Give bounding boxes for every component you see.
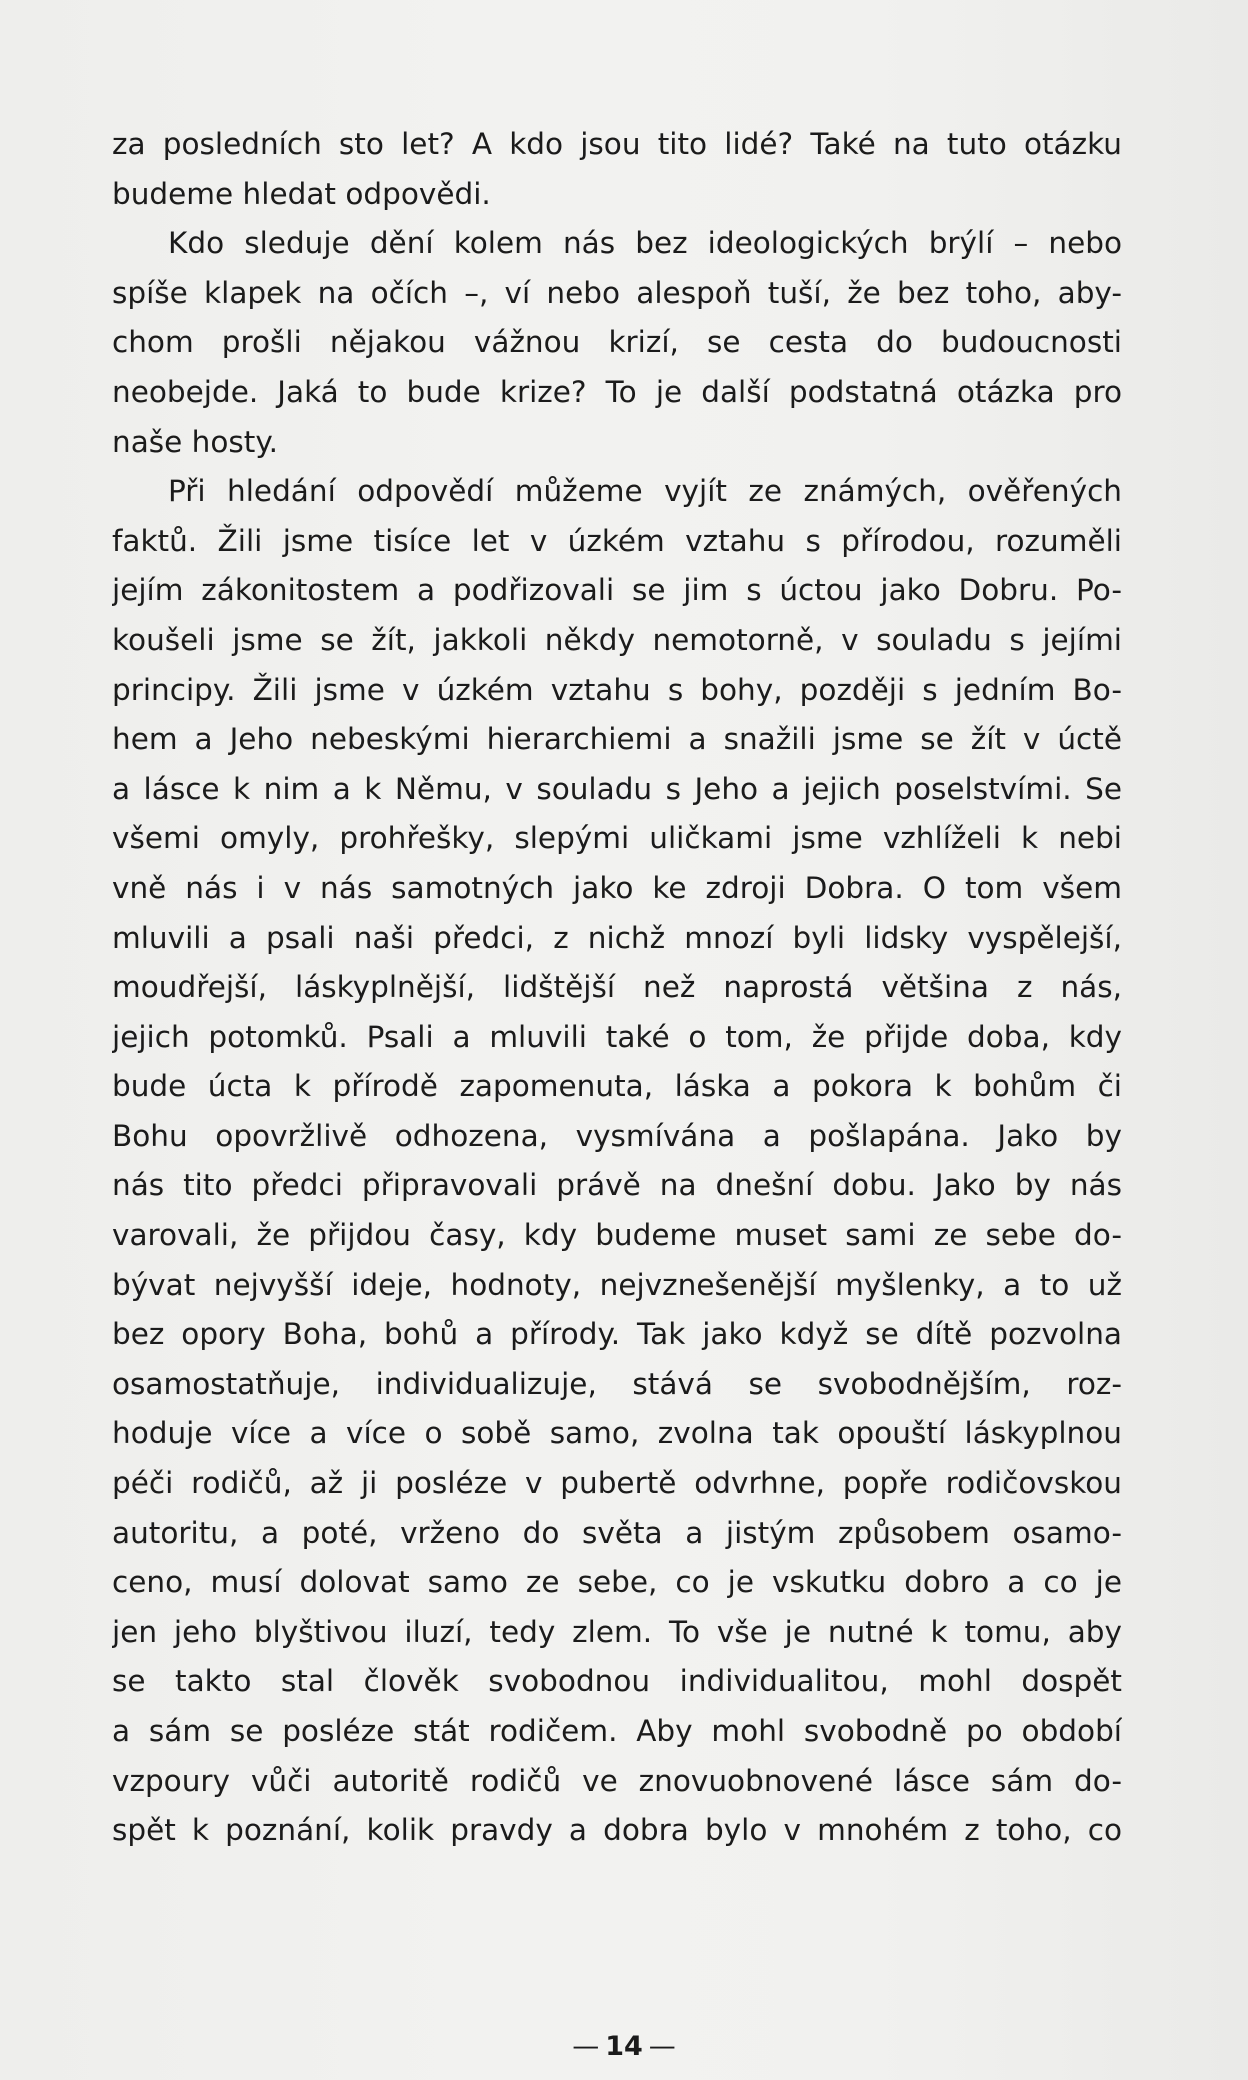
- text-line: se takto stal člověk svobodnou individualitou, mohl dospět: [112, 1664, 1122, 1699]
- text-line: hoduje více a více o sobě samo, zvolna tak opouští láskyplnou: [112, 1416, 1122, 1451]
- text-line: koušeli jsme se žít, jakkoli někdy nemotorně, v souladu s jejími: [112, 622, 1122, 657]
- text-line: vzpoury vůči autoritě rodičů ve znovuobnovené lásce sám do-: [112, 1763, 1122, 1798]
- paragraph-start-line: Při hledání odpovědí můžeme vyjít ze známých, ověřených: [168, 474, 1122, 509]
- text-line: varovali, že přijdou časy, kdy budeme muset sami ze sebe do-: [112, 1218, 1122, 1253]
- text-line: bude úcta k přírodě zapomenuta, láska a pokora k bohům či: [112, 1069, 1122, 1104]
- text-line: neobejde. Jaká to bude krize? To je další podstatná otázka pro: [112, 374, 1122, 409]
- text-line: spět k poznání, kolik pravdy a dobra bylo v mnohém z toho, co: [112, 1813, 1122, 1848]
- text-line: naše hosty.: [112, 424, 278, 459]
- text-line: autoritu, a poté, vrženo do světa a jistým způsobem osamo-: [112, 1515, 1122, 1550]
- text-line: hem a Jeho nebeskými hierarchiemi a snažili jsme se žít v úctě: [112, 722, 1122, 757]
- folio-dash-left: —: [572, 2031, 600, 2062]
- text-line: jejich potomků. Psali a mluvili také o tom, že přijde doba, kdy: [112, 1019, 1122, 1054]
- text-line: mluvili a psali naši předci, z nichž mnozí byli lidsky vyspělejší,: [112, 920, 1122, 955]
- paragraph-start-line: Kdo sleduje dění kolem nás bez ideologických brýlí – nebo: [168, 226, 1122, 261]
- text-line: ceno, musí dolovat samo ze sebe, co je vskutku dobro a co je: [112, 1565, 1122, 1600]
- text-line: a lásce k nim a k Němu, v souladu s Jeho a jejich poselstvími. Se: [112, 771, 1122, 806]
- folio-dash-right: —: [648, 2031, 676, 2062]
- text-line: chom prošli nějakou vážnou krizí, se cesta do budoucnosti: [112, 325, 1122, 360]
- text-line: budeme hledat odpovědi.: [112, 176, 491, 211]
- text-line: jejím zákonitostem a podřizovali se jim s úctou jako Dobru. Po-: [112, 573, 1122, 608]
- text-line: za posledních sto let? A kdo jsou tito lidé? Také na tuto otázku: [112, 127, 1122, 161]
- text-line: bývat nejvyšší ideje, hodnoty, nejvznešenější myšlenky, a to už: [112, 1267, 1122, 1302]
- text-line: vně nás i v nás samotných jako ke zdroji Dobra. O tom všem: [112, 870, 1122, 905]
- text-line: faktů. Žili jsme tisíce let v úzkém vztahu s přírodou, rozuměli: [112, 523, 1122, 558]
- text-line: péči rodičů, až ji posléze v pubertě odvrhne, popře rodičovskou: [112, 1466, 1122, 1501]
- text-line: osamostatňuje, individualizuje, stává se svobodnějším, roz-: [112, 1366, 1122, 1401]
- body-text: [112, 120, 1122, 1856]
- text-line: a sám se posléze stát rodičem. Aby mohl svobodně po období: [112, 1714, 1122, 1748]
- text-line: bez opory Boha, bohů a přírody. Tak jako když se dítě pozvolna: [112, 1317, 1122, 1352]
- text-line: Bohu opovržlivě odhozena, vysmívána a pošlapána. Jako by: [112, 1118, 1122, 1153]
- folio-number: 14: [605, 2031, 643, 2062]
- text-line: nás tito předci připravovali právě na dnešní dobu. Jako by nás: [112, 1168, 1122, 1203]
- text-line: jen jeho blyštivou iluzí, tedy zlem. To vše je nutné k tomu, aby: [112, 1614, 1122, 1649]
- text-line: spíše klapek na očích –, ví nebo alespoň tuší, že bez toho, aby-: [112, 275, 1122, 310]
- text-line: moudřejší, láskyplnější, lidštější než naprostá většina z nás,: [112, 970, 1122, 1005]
- text-line: principy. Žili jsme v úzkém vztahu s bohy, později s jedním Bo-: [112, 672, 1122, 707]
- text-line: všemi omyly, prohřešky, slepými uličkami jsme vzhlíželi k nebi: [112, 821, 1122, 856]
- page-number: [0, 2030, 1248, 2064]
